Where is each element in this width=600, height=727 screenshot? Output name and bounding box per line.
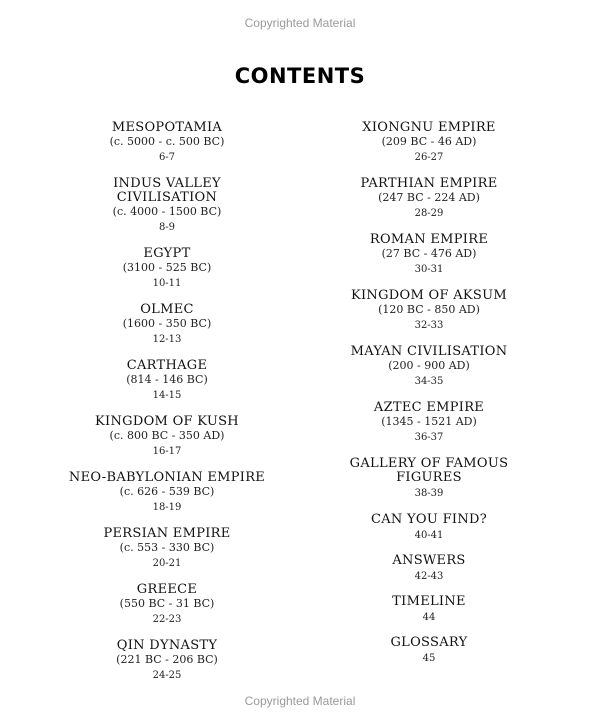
toc-entry-dates: (1600 - 350 BC) [122,317,212,330]
toc-entry-pages: 12-13 [152,334,182,345]
toc-entry-pages: 45 [422,653,436,664]
toc-entry-pages: 26-27 [414,152,444,163]
toc-entry-pages: 36-37 [414,432,444,443]
toc-entry-pages: 10-11 [152,278,182,289]
toc-entry-persian-empire[interactable] [37,527,297,571]
toc-entry-title: ANSWERS [392,553,466,568]
toc-entry-mesopotamia[interactable] [37,121,297,165]
toc-entry-pages: 40-41 [414,530,444,541]
toc-entry-title: TIMELINE [392,594,466,609]
toc-entry-pages: 24-25 [152,670,182,681]
toc-entry-dates: (550 BC - 31 BC) [119,597,215,610]
toc-entry-mayan-civilisation[interactable] [299,345,559,389]
toc-entry-pages: 18-19 [152,502,182,513]
toc-entry-title: ROMAN EMPIRE [369,232,489,247]
toc-entry-pages: 22-23 [152,614,182,625]
toc-entry-dates: (c. 553 - 330 BC) [119,541,215,554]
toc-entry-pages: 8-9 [158,222,176,233]
toc-entry-pages: 32-33 [414,320,444,331]
toc-entry-neo-babylonian-empire[interactable] [37,471,297,515]
toc-entry-gallery-of-famous-figures[interactable] [299,457,559,501]
toc-entry-title: CARTHAGE [126,358,208,373]
toc-entry-parthian-empire[interactable] [299,177,559,221]
toc-entry-pages: 14-15 [152,390,182,401]
toc-entry-title: PARTHIAN EMPIRE [360,176,498,191]
toc-entry-timeline[interactable] [299,595,559,625]
toc-entry-glossary[interactable] [299,636,559,666]
toc-entry-title: AZTEC EMPIRE [373,400,485,415]
toc-entry-xiongnu-empire[interactable] [299,121,559,165]
toc-entry-dates: (c. 4000 - 1500 BC) [112,205,222,218]
toc-entry-indus-valley[interactable] [37,177,297,235]
toc-entry-dates: (209 BC - 46 AD) [381,135,477,148]
toc-entry-dates: (c. 626 - 539 BC) [119,485,215,498]
toc-entry-title: INDUS VALLEY CIVILISATION [113,176,221,205]
toc-entry-pages: 20-21 [152,558,182,569]
toc-entry-title: OLMEC [140,302,194,317]
toc-entry-pages: 16-17 [152,446,182,457]
toc-entry-pages: 38-39 [414,488,444,499]
toc-entry-pages: 28-29 [414,208,444,219]
toc-entry-pages: 44 [422,612,436,623]
toc-entry-title: NEO-BABYLONIAN EMPIRE [68,470,266,485]
toc-entry-kingdom-of-aksum[interactable] [299,289,559,333]
toc-entry-dates: (27 BC - 476 AD) [381,247,477,260]
toc-entry-pages: 42-43 [414,571,444,582]
watermark-top: Copyrighted Material [244,16,356,30]
toc-entry-dates: (120 BC - 850 AD) [378,303,480,316]
toc-entry-pages: 34-35 [414,376,444,387]
toc-entry-title: EGYPT [143,246,191,261]
toc-entry-greece[interactable] [37,583,297,627]
toc-entry-title: MESOPOTAMIA [111,120,223,135]
page-title: CONTENTS [234,64,366,88]
contents-column-left [37,121,297,695]
toc-entry-dates: (c. 800 BC - 350 AD) [109,429,225,442]
toc-entry-can-you-find[interactable] [299,513,559,543]
toc-entry-pages: 6-7 [158,152,176,163]
toc-entry-title: GALLERY OF FAMOUS FIGURES [349,456,509,485]
toc-entry-dates: (221 BC - 206 BC) [116,653,218,666]
watermark-bottom: Copyrighted Material [244,694,356,708]
toc-entry-title: KINGDOM OF AKSUM [350,288,507,303]
toc-entry-title: GLOSSARY [390,635,468,650]
toc-entry-aztec-empire[interactable] [299,401,559,445]
toc-entry-title: MAYAN CIVILISATION [350,344,508,359]
toc-entry-dates: (247 BC - 224 AD) [378,191,480,204]
toc-entry-title: GREECE [136,582,198,597]
toc-entry-dates: (c. 5000 - c. 500 BC) [109,135,225,148]
toc-entry-dates: (3100 - 525 BC) [122,261,212,274]
toc-entry-kingdom-of-kush[interactable] [37,415,297,459]
toc-entry-olmec[interactable] [37,303,297,347]
toc-entry-title: XIONGNU EMPIRE [362,120,496,135]
toc-entry-title: PERSIAN EMPIRE [103,526,231,541]
toc-entry-roman-empire[interactable] [299,233,559,277]
toc-entry-carthage[interactable] [37,359,297,403]
toc-entry-answers[interactable] [299,554,559,584]
toc-entry-dates: (814 - 146 BC) [126,373,208,386]
toc-entry-qin-dynasty[interactable] [37,639,297,683]
toc-entry-title: QIN DYNASTY [116,638,218,653]
contents-column-right [299,121,559,677]
toc-entry-title: CAN YOU FIND? [371,512,487,527]
toc-entry-pages: 30-31 [414,264,444,275]
toc-entry-title: KINGDOM OF KUSH [95,414,239,429]
toc-entry-egypt[interactable] [37,247,297,291]
toc-entry-dates: (200 - 900 AD) [388,359,470,372]
toc-entry-dates: (1345 - 1521 AD) [381,415,477,428]
